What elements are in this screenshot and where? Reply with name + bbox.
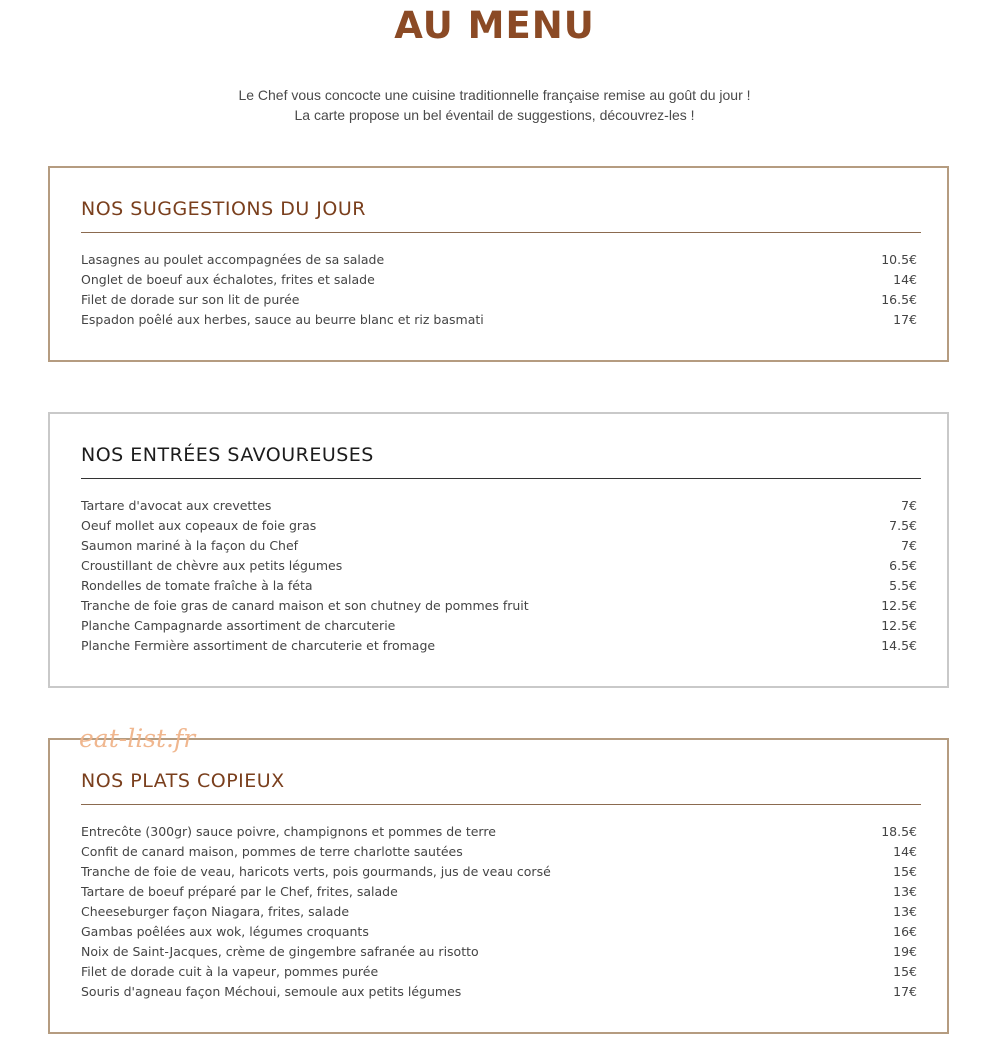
section-title: NOS ENTRÉES SAVOUREUSES	[81, 444, 374, 466]
menu-item-name: Oeuf mollet aux copeaux de foie gras	[81, 518, 317, 533]
menu-item-name: Saumon mariné à la façon du Chef	[81, 538, 299, 553]
menu-item-price: 16€	[893, 924, 917, 939]
watermark: eat-list.fr	[79, 724, 196, 753]
menu-item	[81, 496, 917, 516]
menu-item	[81, 270, 917, 290]
intro-line-2: La carte propose un bel éventail de suggestions, découvrez-les !	[294, 107, 695, 123]
menu-item-price: 13€	[893, 884, 917, 899]
menu-item-name: Cheeseburger façon Niagara, frites, salade	[81, 904, 350, 919]
menu-item	[81, 862, 917, 882]
menu-item-name: Tranche de foie de veau, haricots verts, pois gourmands, jus de veau corsé	[81, 864, 551, 879]
menu-item-price: 7€	[901, 498, 917, 513]
menu-item-name: Planche Campagnarde assortiment de charcuterie	[81, 618, 396, 633]
menu-item-name: Gambas poêlées aux wok, légumes croquants	[81, 924, 369, 939]
menu-item-name: Confit de canard maison, pommes de terre charlotte sautées	[81, 844, 463, 859]
menu-item-price: 10.5€	[881, 252, 917, 267]
menu-item	[81, 596, 917, 616]
section-title: NOS SUGGESTIONS DU JOUR	[81, 198, 366, 220]
menu-item	[81, 536, 917, 556]
menu-item-name: Rondelles de tomate fraîche à la féta	[81, 578, 313, 593]
menu-item-name: Tartare de boeuf préparé par le Chef, frites, salade	[81, 884, 398, 899]
menu-item-name: Entrecôte (300gr) sauce poivre, champignons et pommes de terre	[81, 824, 496, 839]
menu-item-price: 14€	[893, 844, 917, 859]
menu-item	[81, 290, 917, 310]
menu-item	[81, 556, 917, 576]
menu-item-price: 17€	[893, 312, 917, 327]
menu-item-name: Noix de Saint-Jacques, crème de gingembre safranée au risotto	[81, 944, 479, 959]
page-title: AU MENU	[394, 4, 595, 47]
menu-item-price: 17€	[893, 984, 917, 999]
menu-item-name: Tranche de foie gras de canard maison et son chutney de pommes fruit	[81, 598, 529, 613]
intro-line-1: Le Chef vous concocte une cuisine traditionnelle française remise au goût du jour !	[238, 87, 751, 103]
menu-item-price: 14€	[893, 272, 917, 287]
menu-item	[81, 310, 917, 330]
menu-item-list	[81, 250, 917, 330]
menu-item	[81, 636, 917, 656]
menu-item-price: 19€	[893, 944, 917, 959]
menu-item	[81, 822, 917, 842]
section-header	[81, 198, 921, 233]
menu-item-price: 6.5€	[889, 558, 917, 573]
menu-item-list	[81, 822, 917, 1002]
menu-item-name: Onglet de boeuf aux échalotes, frites et salade	[81, 272, 375, 287]
menu-item	[81, 962, 917, 982]
menu-item-price: 12.5€	[881, 618, 917, 633]
menu-item	[81, 842, 917, 862]
section-plats-copieux	[48, 738, 949, 1034]
section-title: NOS PLATS COPIEUX	[81, 770, 285, 792]
menu-item-name: Souris d'agneau façon Méchoui, semoule aux petits légumes	[81, 984, 462, 999]
menu-item	[81, 902, 917, 922]
menu-item-price: 18.5€	[881, 824, 917, 839]
intro-text	[0, 85, 989, 125]
menu-item-price: 7€	[901, 538, 917, 553]
menu-item-list	[81, 496, 917, 656]
menu-item-name: Planche Fermière assortiment de charcuterie et fromage	[81, 638, 436, 653]
menu-item	[81, 516, 917, 536]
menu-item-price: 14.5€	[881, 638, 917, 653]
menu-item-name: Filet de dorade sur son lit de purée	[81, 292, 300, 307]
menu-item	[81, 616, 917, 636]
menu-item-price: 15€	[893, 964, 917, 979]
menu-item-name: Filet de dorade cuit à la vapeur, pommes purée	[81, 964, 379, 979]
menu-item	[81, 942, 917, 962]
section-header	[81, 444, 921, 479]
section-entrees-savoureuses	[48, 412, 949, 688]
menu-item-price: 7.5€	[889, 518, 917, 533]
section-suggestions-du-jour	[48, 166, 949, 362]
menu-item	[81, 922, 917, 942]
menu-item	[81, 982, 917, 1002]
menu-item	[81, 882, 917, 902]
menu-item-price: 16.5€	[881, 292, 917, 307]
menu-item-name: Tartare d'avocat aux crevettes	[81, 498, 272, 513]
menu-item	[81, 250, 917, 270]
menu-item-price: 12.5€	[881, 598, 917, 613]
menu-item-price: 13€	[893, 904, 917, 919]
menu-item-price: 15€	[893, 864, 917, 879]
menu-item-name: Croustillant de chèvre aux petits légumes	[81, 558, 343, 573]
menu-item-price: 5.5€	[889, 578, 917, 593]
menu-item	[81, 576, 917, 596]
section-header	[81, 770, 921, 805]
menu-item-name: Espadon poêlé aux herbes, sauce au beurre blanc et riz basmati	[81, 312, 484, 327]
menu-item-name: Lasagnes au poulet accompagnées de sa salade	[81, 252, 385, 267]
